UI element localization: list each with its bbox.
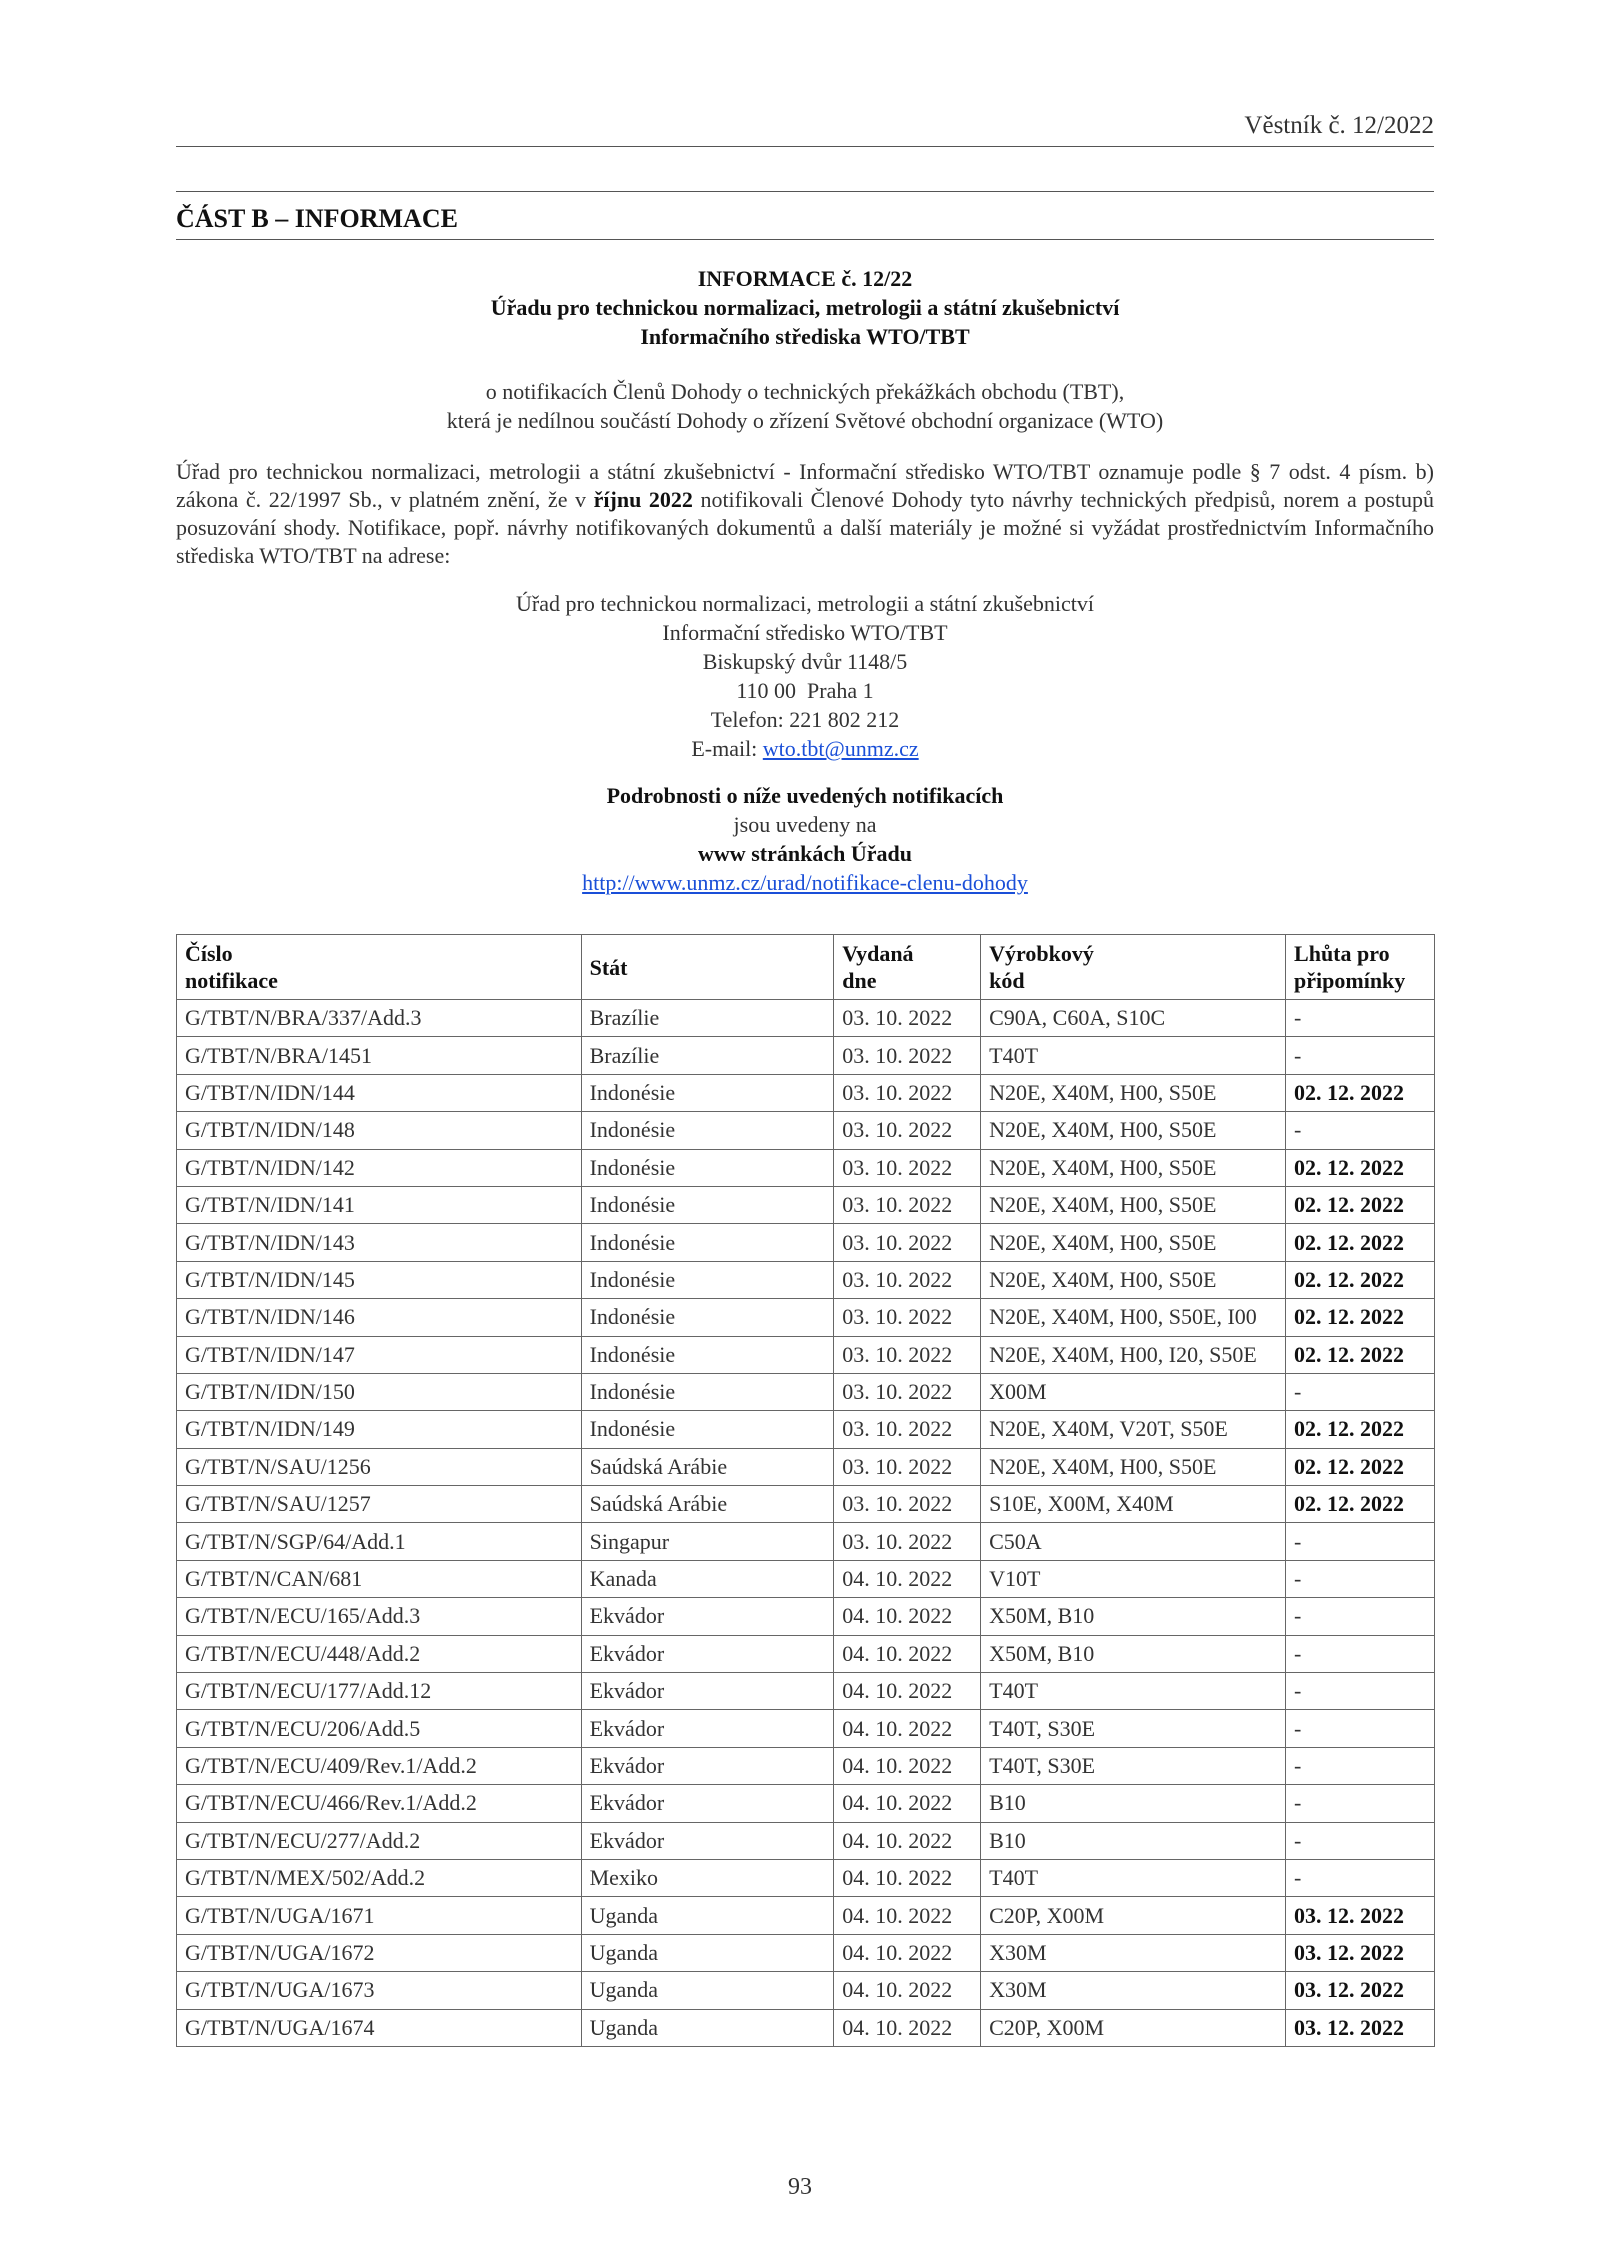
cell-comment-deadline: 03. 12. 2022 [1286,1897,1435,1934]
cell-issued-date: 03. 10. 2022 [834,1448,981,1485]
table-row [177,1224,1435,1261]
header-label: notifikace [185,968,278,993]
cell-comment-deadline: 02. 12. 2022 [1286,1486,1435,1523]
cell-product-code: N20E, X40M, H00, S50E [981,1112,1286,1149]
cell-comment-deadline: 03. 12. 2022 [1286,1934,1435,1971]
table-row [177,1747,1435,1784]
cell-issued-date: 04. 10. 2022 [834,1747,981,1784]
cell-comment-deadline: - [1286,1037,1435,1074]
table-row [177,1486,1435,1523]
cell-notification-number: G/TBT/N/CAN/681 [177,1560,582,1597]
cell-comment-deadline: - [1286,1000,1435,1037]
cell-country: Ekvádor [581,1785,834,1822]
cell-issued-date: 04. 10. 2022 [834,1897,981,1934]
cell-product-code: N20E, X40M, H00, S50E [981,1448,1286,1485]
cell-issued-date: 04. 10. 2022 [834,1934,981,1971]
cell-product-code: X50M, B10 [981,1635,1286,1672]
address-line3: Biskupský dvůr 1148/5 [702,649,908,674]
cell-notification-number: G/TBT/N/IDN/144 [177,1074,582,1111]
cell-country: Indonésie [581,1373,834,1410]
cell-product-code: C20P, X00M [981,2009,1286,2046]
cell-product-code: N20E, X40M, H00, I20, S50E [981,1336,1286,1373]
cell-issued-date: 04. 10. 2022 [834,1560,981,1597]
address-email-line [176,734,1434,763]
cell-product-code: N20E, X40M, H00, S50E [981,1261,1286,1298]
cell-issued-date: 04. 10. 2022 [834,1635,981,1672]
cell-notification-number: G/TBT/N/IDN/147 [177,1336,582,1373]
cell-country: Brazílie [581,1000,834,1037]
cell-product-code: B10 [981,1822,1286,1859]
cell-notification-number: G/TBT/N/ECU/448/Add.2 [177,1635,582,1672]
cell-country: Indonésie [581,1186,834,1223]
cell-notification-number: G/TBT/N/IDN/145 [177,1261,582,1298]
info-subtitle-line2: která je nedílnou součástí Dohody o zřízení Světové obchodní organizace (WTO) [446,408,1164,433]
cell-product-code: X30M [981,1972,1286,2009]
cell-country: Uganda [581,1972,834,2009]
cell-country: Indonésie [581,1411,834,1448]
cell-country: Indonésie [581,1299,834,1336]
header-comment-deadline [1286,935,1435,1000]
cell-issued-date: 03. 10. 2022 [834,1411,981,1448]
cell-product-code: C20P, X00M [981,1897,1286,1934]
cell-comment-deadline: 02. 12. 2022 [1286,1074,1435,1111]
cell-issued-date: 03. 10. 2022 [834,1261,981,1298]
cell-country: Indonésie [581,1261,834,1298]
section-title: ČÁST B – INFORMACE [176,204,458,233]
cell-country: Kanada [581,1560,834,1597]
intro-text-1: Úřad pro technickou normalizaci, metrologii a státní zkušebnictví - Informační středisko WTO/TBT oznamuje podle § 7 odst. 4 písm. b) zákona č. 22/1997 Sb., v platném znění, že v [176,459,1434,512]
journal-header: Věstník č. 12/2022 [1244,112,1434,139]
section-top-rule [176,191,1434,192]
table-header-row [177,935,1435,1000]
header-label: Lhůta pro [1294,941,1390,966]
notifications-table [176,934,1435,2047]
cell-comment-deadline: 02. 12. 2022 [1286,1186,1435,1223]
cell-issued-date: 03. 10. 2022 [834,1373,981,1410]
cell-country: Indonésie [581,1074,834,1111]
cell-notification-number: G/TBT/N/SAU/1256 [177,1448,582,1485]
cell-issued-date: 04. 10. 2022 [834,1859,981,1896]
cell-country: Uganda [581,1934,834,1971]
table-row [177,1037,1435,1074]
header-label: Vydaná [842,941,914,966]
header-product-code [981,935,1286,1000]
cell-country: Uganda [581,1897,834,1934]
details-block [176,781,1434,897]
cell-comment-deadline: - [1286,1112,1435,1149]
section-bottom-rule [176,239,1434,240]
cell-product-code: N20E, X40M, H00, S50E [981,1224,1286,1261]
header-issued-date [834,935,981,1000]
table-row [177,1897,1435,1934]
cell-comment-deadline: 02. 12. 2022 [1286,1299,1435,1336]
header-label: Číslo [185,941,233,966]
cell-notification-number: G/TBT/N/UGA/1672 [177,1934,582,1971]
cell-product-code: V10T [981,1560,1286,1597]
table-row [177,1299,1435,1336]
address-phone: Telefon: 221 802 212 [710,707,900,732]
cell-issued-date: 03. 10. 2022 [834,1074,981,1111]
cell-country: Saúdská Arábie [581,1448,834,1485]
email-link[interactable]: wto.tbt@unmz.cz [762,736,919,761]
address-line1: Úřad pro technickou normalizaci, metrologii a státní zkušebnictví [516,591,1094,616]
cell-country: Ekvádor [581,1635,834,1672]
cell-country: Brazílie [581,1037,834,1074]
address-block [176,589,1434,763]
table-row [177,1598,1435,1635]
details-link-line [176,868,1434,897]
cell-notification-number: G/TBT/N/IDN/146 [177,1299,582,1336]
cell-comment-deadline: 02. 12. 2022 [1286,1261,1435,1298]
cell-notification-number: G/TBT/N/UGA/1673 [177,1972,582,2009]
address-line2: Informační středisko WTO/TBT [662,620,948,645]
table-row [177,1859,1435,1896]
table-row [177,1373,1435,1410]
cell-product-code: X30M [981,1934,1286,1971]
details-website: www stránkách Úřadu [698,841,912,866]
cell-product-code: X00M [981,1373,1286,1410]
cell-issued-date: 04. 10. 2022 [834,1598,981,1635]
cell-country: Singapur [581,1523,834,1560]
cell-notification-number: G/TBT/N/ECU/466/Rev.1/Add.2 [177,1785,582,1822]
cell-product-code: S10E, X00M, X40M [981,1486,1286,1523]
header-country [581,935,834,1000]
cell-product-code: C50A [981,1523,1286,1560]
cell-notification-number: G/TBT/N/IDN/148 [177,1112,582,1149]
info-number: INFORMACE č. 12/22 [697,266,913,291]
table-row [177,1112,1435,1149]
cell-comment-deadline: - [1286,1785,1435,1822]
cell-product-code: N20E, X40M, H00, S50E [981,1074,1286,1111]
info-subtitle-line1: o notifikacích Členů Dohody o technických překážkách obchodu (TBT), [485,379,1125,404]
email-label: E-mail: [691,736,763,761]
cell-comment-deadline: 02. 12. 2022 [1286,1149,1435,1186]
cell-issued-date: 03. 10. 2022 [834,1037,981,1074]
cell-notification-number: G/TBT/N/IDN/142 [177,1149,582,1186]
table-row [177,1785,1435,1822]
cell-issued-date: 03. 10. 2022 [834,1299,981,1336]
cell-notification-number: G/TBT/N/IDN/150 [177,1373,582,1410]
info-heading [176,264,1434,351]
cell-product-code: T40T [981,1859,1286,1896]
cell-comment-deadline: 03. 12. 2022 [1286,1972,1435,2009]
table-row [177,1261,1435,1298]
header-label: Výrobkový [989,941,1094,966]
cell-product-code: T40T, S30E [981,1747,1286,1784]
info-subtitle [176,377,1434,435]
cell-notification-number: G/TBT/N/MEX/502/Add.2 [177,1859,582,1896]
cell-notification-number: G/TBT/N/ECU/277/Add.2 [177,1822,582,1859]
cell-notification-number: G/TBT/N/IDN/141 [177,1186,582,1223]
cell-comment-deadline: - [1286,1747,1435,1784]
cell-comment-deadline: - [1286,1523,1435,1560]
table-row [177,1710,1435,1747]
cell-notification-number: G/TBT/N/ECU/177/Add.12 [177,1673,582,1710]
cell-issued-date: 03. 10. 2022 [834,1523,981,1560]
table-row [177,1411,1435,1448]
cell-comment-deadline: 03. 12. 2022 [1286,2009,1435,2046]
header-notification-number [177,935,582,1000]
cell-country: Ekvádor [581,1747,834,1784]
cell-country: Ekvádor [581,1710,834,1747]
cell-issued-date: 04. 10. 2022 [834,2009,981,2046]
cell-comment-deadline: 02. 12. 2022 [1286,1336,1435,1373]
cell-issued-date: 03. 10. 2022 [834,1000,981,1037]
header-label: Stát [589,954,628,980]
cell-country: Ekvádor [581,1598,834,1635]
cell-notification-number: G/TBT/N/ECU/165/Add.3 [177,1598,582,1635]
cell-issued-date: 04. 10. 2022 [834,1822,981,1859]
table-row [177,1972,1435,2009]
cell-country: Indonésie [581,1224,834,1261]
cell-product-code: N20E, X40M, H00, S50E [981,1149,1286,1186]
cell-comment-deadline: - [1286,1822,1435,1859]
cell-issued-date: 03. 10. 2022 [834,1186,981,1223]
cell-issued-date: 03. 10. 2022 [834,1224,981,1261]
cell-notification-number: G/TBT/N/ECU/206/Add.5 [177,1710,582,1747]
table-row [177,1336,1435,1373]
cell-product-code: C90A, C60A, S10C [981,1000,1286,1037]
header-label: dne [842,968,877,993]
page-number: 93 [788,2174,812,2200]
cell-comment-deadline: - [1286,1373,1435,1410]
cell-country: Mexiko [581,1859,834,1896]
cell-product-code: B10 [981,1785,1286,1822]
table-row [177,1523,1435,1560]
cell-notification-number: G/TBT/N/BRA/1451 [177,1037,582,1074]
cell-country: Uganda [581,2009,834,2046]
cell-notification-number: G/TBT/N/SGP/64/Add.1 [177,1523,582,1560]
cell-product-code: N20E, X40M, H00, S50E [981,1186,1286,1223]
cell-notification-number: G/TBT/N/ECU/409/Rev.1/Add.2 [177,1747,582,1784]
cell-country: Indonésie [581,1149,834,1186]
cell-issued-date: 03. 10. 2022 [834,1149,981,1186]
table-row [177,1000,1435,1037]
cell-notification-number: G/TBT/N/IDN/149 [177,1411,582,1448]
address-line4: 110 00 Praha 1 [736,678,874,703]
cell-notification-number: G/TBT/N/UGA/1671 [177,1897,582,1934]
details-heading: Podrobnosti o níže uvedených notifikacích [606,783,1004,808]
intro-paragraph [176,458,1434,570]
table-body [177,1000,1435,2047]
table-row [177,1448,1435,1485]
cell-notification-number: G/TBT/N/BRA/337/Add.3 [177,1000,582,1037]
cell-issued-date: 03. 10. 2022 [834,1336,981,1373]
cell-notification-number: G/TBT/N/IDN/143 [177,1224,582,1261]
intro-text-2: notifikovali Členové Dohody tyto návrhy technických předpisů, norem a postupů posuzování shody. Notifikace, popř. návrhy notifikovaných dokumentů a další materiály je možné si vyžádat prostřednictvím Informačního střediska WTO/TBT na adrese: [176,487,1434,568]
cell-product-code: T40T [981,1673,1286,1710]
table-row [177,1673,1435,1710]
header-label: připomínky [1294,968,1406,993]
table-row [177,1934,1435,1971]
cell-comment-deadline: - [1286,1598,1435,1635]
table-row [177,2009,1435,2046]
cell-comment-deadline: 02. 12. 2022 [1286,1411,1435,1448]
intro-highlight: říjnu 2022 [593,487,693,512]
cell-country: Indonésie [581,1336,834,1373]
cell-country: Indonésie [581,1112,834,1149]
cell-comment-deadline: - [1286,1560,1435,1597]
cell-comment-deadline: - [1286,1635,1435,1672]
cell-issued-date: 04. 10. 2022 [834,1673,981,1710]
cell-product-code: N20E, X40M, V20T, S50E [981,1411,1286,1448]
cell-country: Ekvádor [581,1822,834,1859]
cell-issued-date: 03. 10. 2022 [834,1486,981,1523]
cell-product-code: X50M, B10 [981,1598,1286,1635]
cell-comment-deadline: - [1286,1673,1435,1710]
cell-issued-date: 04. 10. 2022 [834,1710,981,1747]
cell-issued-date: 03. 10. 2022 [834,1112,981,1149]
table-row [177,1822,1435,1859]
cell-issued-date: 04. 10. 2022 [834,1785,981,1822]
cell-product-code: T40T [981,1037,1286,1074]
header-label: kód [989,968,1025,993]
cell-product-code: T40T, S30E [981,1710,1286,1747]
cell-comment-deadline: - [1286,1710,1435,1747]
table-row [177,1635,1435,1672]
cell-issued-date: 04. 10. 2022 [834,1972,981,2009]
table-row [177,1149,1435,1186]
info-office: Úřadu pro technickou normalizaci, metrologii a státní zkušebnictví [490,295,1120,320]
cell-comment-deadline: - [1286,1859,1435,1896]
table-row [177,1186,1435,1223]
cell-country: Ekvádor [581,1673,834,1710]
header-rule [176,146,1434,147]
cell-country: Saúdská Arábie [581,1486,834,1523]
table-row [177,1074,1435,1111]
cell-product-code: N20E, X40M, H00, S50E, I00 [981,1299,1286,1336]
cell-notification-number: G/TBT/N/UGA/1674 [177,2009,582,2046]
cell-comment-deadline: 02. 12. 2022 [1286,1224,1435,1261]
cell-comment-deadline: 02. 12. 2022 [1286,1448,1435,1485]
details-line2: jsou uvedeny na [733,812,877,837]
notifications-link[interactable]: http://www.unmz.cz/urad/notifikace-clenu-dohody [582,870,1028,895]
table-row [177,1560,1435,1597]
cell-notification-number: G/TBT/N/SAU/1257 [177,1486,582,1523]
info-center: Informačního střediska WTO/TBT [640,324,970,349]
